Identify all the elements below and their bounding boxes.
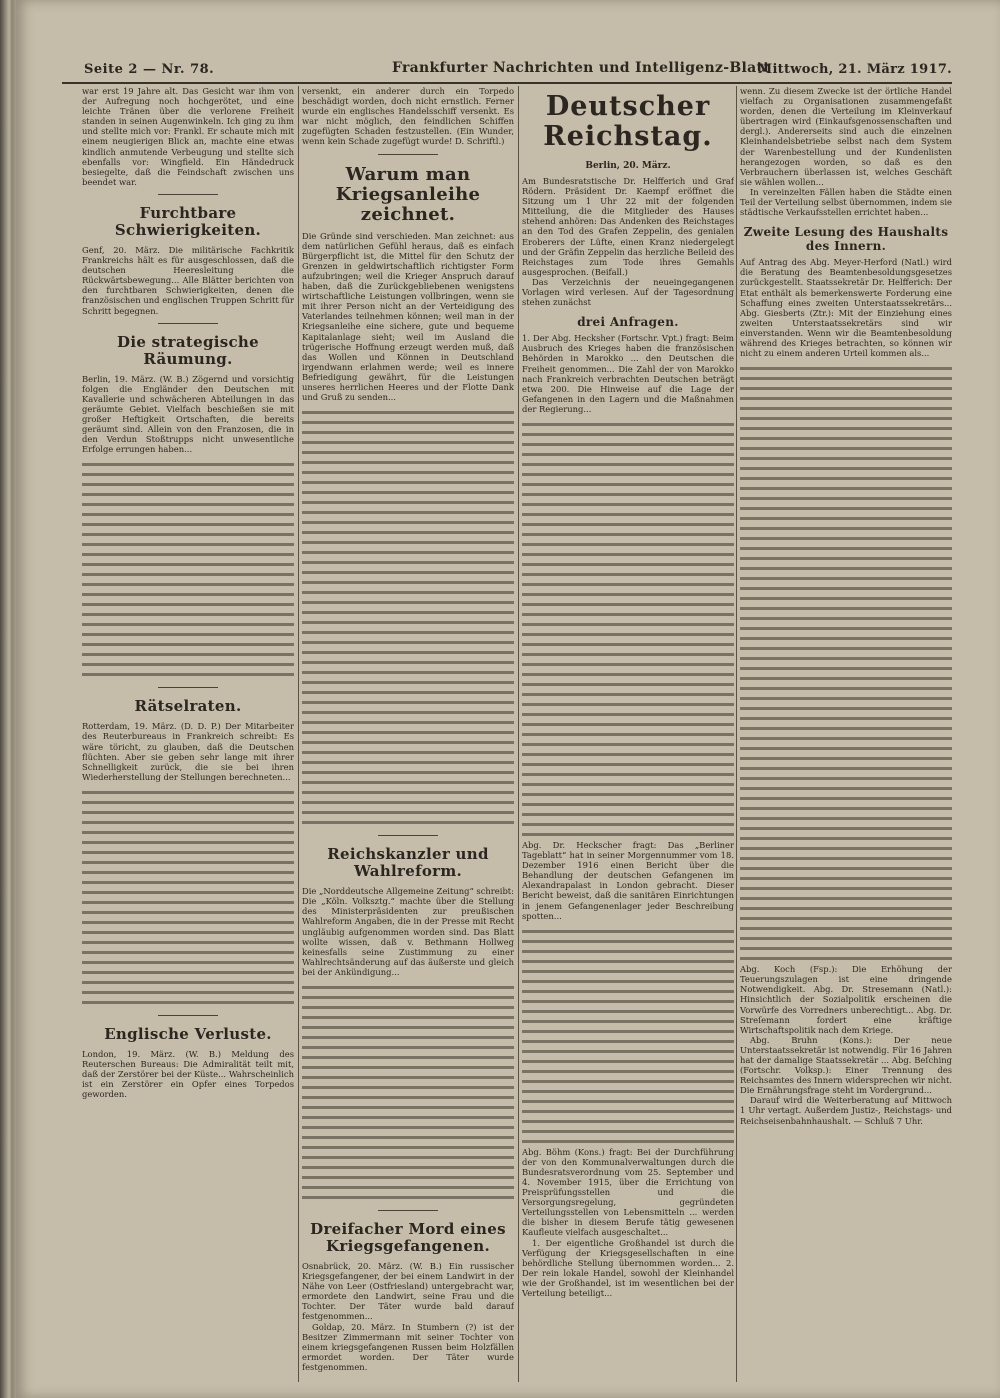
article-text: Goldap, 20. März. In Stumbern (?) ist der Besitzer Zimmermann mit seiner Tochter von einem kriegsgefangenen Russen beim Holzfällen ermordet worden. Der Täter wurde festgenommen. — [302, 1321, 514, 1372]
article-text: Berlin, 19. März. (W. B.) Zögernd und vorsichtig folgen die Engländer den Deutschen mit Kavallerie und schwächeren Abteilungen in das geräumte Gebiet. Vielfach beschießen sie mit großer Heftigkeit Ortschaften, die bereits geräumt sind. Allein von den Franzosen, die in den Verdun Stoßtrupps nicht unwesentliche Erfolge errungen haben... — [82, 373, 294, 455]
article-text: Abg. Böhm (Kons.) fragt: Bei der Durchführung der von den Kommunalverwaltungen durch die Bundesratsverordnung vom 25. September und 4. November 1915, über die Errichtung von Preisprüfungsstellen und die Versorgungsregelung, gegründeten Verteilungsstellen von Lebensmitteln ... werden die bisher in diesem Berufe tätig gewesenen Kaufleute vielfach ausgeschaltet... — [522, 1146, 734, 1238]
article-text: Auf Antrag des Abg. Meyer-Herford (Natl.) wird die Beratung des Beamtenbesoldungsgesetzes zurückgestellt. Staatssekretär Dr. Helfferich: Der Etat enthält als bemerkenswerte Forderung eine Schaffung eines zweiten Unterstaatssekretärs... Abg. Giesberts (Ztr.): Mit der Einziehung eines zweiten Unterstaatssekretärs sind wir einverstanden. Wenn wir die Beamtenbesoldung während des Krieges betrachten, so können wir nicht zu einem anderen Urteil kommen als... — [740, 257, 952, 359]
separator — [378, 835, 438, 836]
headline: Reichskanzler und Wahlreform. — [327, 845, 489, 881]
article-text: Am Bundesratstische Dr. Helfferich und Graf Rödern. Präsident Dr. Kaempf eröffnet die Sitzung um 1 Uhr 22 mit der folgenden Mitteilung, die die Mitglieder des Hauses stehend anhören: Das Andenken des Reichstages an den Tod des Grafen Zeppelin, des genialen Eroberers der Lüfte, einen Kranz niedergelegt und der Gräfin Zeppelin das herzliche Beileid des Reichstages zum Tode ihres Gemahls ausgesprochen. (Beifall.) — [522, 176, 734, 277]
article-text: Darauf wird die Weiterberatung auf Mittwoch 1 Uhr vertagt. Außerdem Justiz-, Reichstags- und Reichseisenbahnhaushalt. — Schluß 7 Uhr. — [740, 1095, 952, 1126]
page-number: Seite 2 — Nr. 78. — [84, 62, 215, 77]
article-text: Abg. Koch (Fsp.): Die Erhöhung der Teuerungszulagen ist eine dringende Notwendigkeit. Abg. Dr. Stresemann (Natl.): Hinsichtlich der Sozialpolitik erscheinen die Vorwürfe des Vorredners unberechtigt... Abg. Dr. Streſemann fordert eine kräftige Wirtschaftspolitik nach dem Kriege. — [740, 964, 952, 1035]
headline: Furchtbare Schwierigkeiten. — [114, 203, 262, 239]
article-text: Die Gründe sind verschieden. Man zeichnet: aus dem natürlichen Gefühl heraus, daß es einfach Bürgerpflicht ist, die Mittel für den Schutz der Grenzen in geldwirtschaftlich richtigster Form aufzubringen; weil die Krieger Anspruch darauf haben, daß die Zurückgebliebenen wenigstens wirtschaftliche Leistungen vollbringen, wenn sie mit ihrer Person nicht an der Verteidigung des Vaterlandes teilnehmen können; weil man in der Kriegsanleihe eine sichere, gute und bequeme Kapitalanlage sieht; weil im Ausland die trügerische Hoffnung erzeugt werden muß, daß das Wollen und Können in Deutschland irgendwann erlahmen werde; weil es innere Befriedigung gewährt, für die Leistungen unseres herrlichen Heeres und der Flotte Dank und Gruß zu senden... — [302, 230, 514, 403]
article-text: In vereinzelten Fällen haben die Städte einen Teil der Verteilung selbst übernommen, indem sie städtische Verkaufsstellen errichtet haben... — [740, 186, 952, 218]
newspaper-masthead: Frankfurter Nachrichten und Intelligenz-Blatt — [392, 60, 770, 76]
article-text: London, 19. März. (W. B.) Meldung des Reuterschen Bureaus: Die Admiralität teilt mit, daß der Zerstörer bei der Küste... Wahrscheinlich ist ein Zerstörer ein Opfer eines Torpedos geworden. — [82, 1048, 294, 1100]
dateline: Berlin, 20. März. — [585, 161, 671, 171]
separator — [378, 154, 438, 155]
headline: Englische Verluste. — [104, 1024, 272, 1043]
column-rule — [518, 86, 519, 1382]
column-3 — [522, 86, 734, 1386]
article-text-block — [302, 983, 514, 1203]
headline: Deutscher Reichstag. — [543, 91, 713, 152]
article-text-block — [522, 927, 734, 1147]
subheadline: drei Anfragen. — [577, 315, 679, 330]
article-text-block — [522, 420, 734, 840]
article-text: war erst 19 Jahre alt. Das Gesicht war ihm von der Aufregung noch hochgerötet, und eine leichte Tränen über die verlorene Freiheit standen in seinen Augenwinkeln. Ich ging zu ihm und stellte mich vor: Frankl. Er schaute mich mit einem neugierigen Blick an, machte eine etwas kindlich anmutende Verbeugung und stellte sich ebenfalls vor: Wingfield. Ein Händedruck besiegelte, daß die Feindschaft zwischen uns beendet war. — [82, 86, 294, 187]
headline: Warum man Kriegsanleihe zeichnet. — [335, 163, 481, 225]
separator — [158, 194, 218, 195]
article-text: Rotterdam, 19. März. (D. D. P.) Der Mitarbeiter des Reuterbureaus in Frankreich schreibt: Es wäre töricht, zu glauben, daß die Deutschen flüchten. Aber sie geben sehr lange mit ihrer Schnelligkeit zurück, die sie bei ihren Wiederherstellung der Stellungen berechneten... — [82, 721, 294, 782]
article-text: 1. Der eigentliche Großhandel ist durch die Verfügung der Kriegsgesellschaften in eine behördliche Stellung übernommen worden... 2. Der rein lokale Handel, sowohl der Kleinhandel wie der Großhandel, ist im wesentlichen bei der Verteilung beteiligt... — [522, 1237, 734, 1299]
article-text: Die „Norddeutsche Allgemeine Zeitung“ schreibt: Die „Köln. Volksztg.“ machte über die Stellung des Ministerpräsidenten zur preußischen Wahlreform Angaben, die in der Presse mit Recht ungläubig aufgenommen worden sind. Das Blatt wollte wissen, daß v. Bethmann Hollweg keinesfalls seine Zustimmung zu einer Wahlrechtsänderung auf das äußerste und gleich bei der Ankündigung... — [302, 886, 514, 977]
separator — [158, 323, 218, 324]
article-text-block — [82, 788, 294, 1008]
article-text-block — [82, 460, 294, 680]
column-rule — [298, 86, 299, 1382]
column-1 — [82, 86, 294, 1386]
column-4 — [740, 86, 952, 1386]
article-text: 1. Der Abg. Hecksher (Fortschr. Vpt.) fragt: Beim Ausbruch des Krieges haben die französischen Behörden in Marokko ... den Deutschen die Freiheit genommen... Die Zahl der von Marokko nach Frankreich verbrachten Deutschen beträgt etwa 200. Die Hinweise auf die Lage der Gefangenen in den Lagern und die Maßnahmen der Regierung... — [522, 333, 734, 414]
article-text: Osnabrück, 20. März. (W. B.) Ein russischer Kriegsgefangener, der bei einem Landwirt in der Nähe von Leer (Ostfriesland) untergebracht war, ermordete den Landwirt, seine Frau und die Tochter. Der Täter wurde bald darauf festgenommen... — [302, 1261, 514, 1322]
article-text-block — [302, 408, 514, 828]
article-text: Abg. Dr. Heckscher fragt: Das „Berliner Tageblatt“ hat in seiner Morgennummer vom 18. Dezember 1916 einen Bericht über die Behandlung der deutschen Gefangenen im Alexandrapalast in London gebracht. Dieser Bericht beweist, daß die sanitären Einrichtungen in jenem Gefangenenlager jeder Beschreibung spotten... — [522, 839, 734, 921]
column-2 — [302, 86, 514, 1386]
headline: Die strategische Räumung. — [117, 332, 259, 368]
page-header — [62, 56, 952, 84]
subheadline: Zweite Lesung des Haushalts des Innern. — [743, 225, 949, 254]
article-text: Das Verzeichnis der neueingegangenen Vorlagen wird verlesen. Auf der Tagesordnung stehen zunächst — [522, 276, 734, 308]
article-text: versenkt, ein anderer durch ein Torpedo beschädigt worden, doch nicht ernstlich. Ferner wurde ein englisches Handelsschiff versenkt. Es war nicht möglich, den feindlichen Schiffen zugefügten Schaden festzustellen. (Ein Wunder, wenn kein Schade zugefügt wurde! D. Schriftl.) — [302, 86, 514, 147]
headline: Dreifacher Mord eines Kriegsgefangenen. — [310, 1220, 506, 1255]
headline: Rätselraten. — [134, 697, 242, 716]
separator — [158, 687, 218, 688]
separator — [158, 1015, 218, 1016]
separator — [378, 1210, 438, 1211]
column-rule — [736, 86, 737, 1382]
bound-page-edges — [0, 0, 16, 1398]
article-text: wenn. Zu diesem Zwecke ist der örtliche Handel vielfach zu Organisationen zusammengefaßt worden, denen die Verteilung im Kleinverkauf übertragen wird (Einkaufsgenossenschaften und dergl.). Andererseits sind auch die einzelnen Kleinhandelsbetriebe selbst nach dem System der Warenbestellung und der Kundenlisten herangezogen worden, so daß es den Verbrauchern überlassen ist, welches Geschäft sie wählen wollen... — [740, 86, 952, 187]
issue-date: Mittwoch, 21. März 1917. — [757, 62, 952, 77]
article-text-block — [740, 364, 952, 964]
article-text: Genf, 20. März. Die militärische Fachkritik Frankreichs hält es für ausgeschlossen, daß die deutschen Heeresleitung die Rückwärtsbewegung... Alle Blätter berichten von den furchtbaren Schwierigkeiten, denen die französischen und englischen Truppen Schritt für Schritt begegnen. — [82, 244, 294, 316]
article-text: Abg. Bruhn (Kons.): Der neue Unterstaatssekretär ist notwendig. Für 16 Jahren hat der damalige Staatssekretär ... Abg. Beſching (Fortschr. Volksp.): Einer Trennung des Reichsamtes des Innern widersprechen wir nicht. Die Ernährungsfrage steht im Vordergrund... — [740, 1034, 952, 1096]
